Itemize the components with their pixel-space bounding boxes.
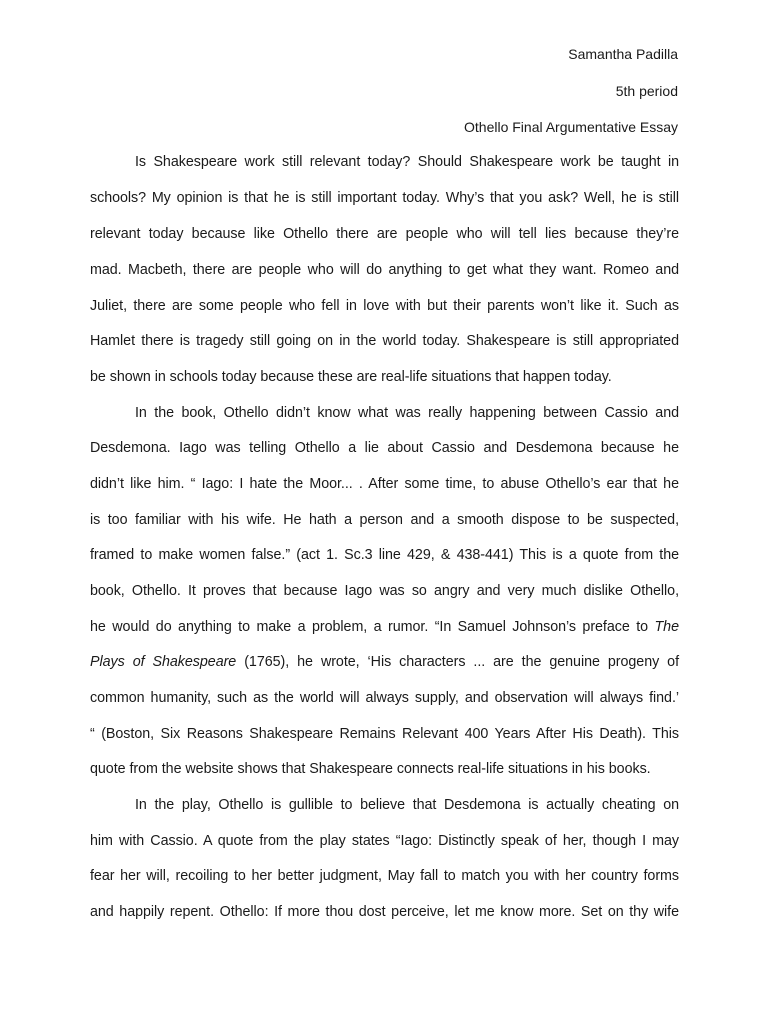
paragraph-line: Desdemona. Iago was telling Othello a lie about Cassio and Desdemona because he <box>90 440 679 456</box>
paragraph-line: be shown in schools today because these are real-life situations that happen today. <box>90 369 612 385</box>
paragraph-line: Juliet, there are some people who fell in love with but their parents won’t like it. Such as <box>90 298 679 314</box>
paragraph-line: In the book, Othello didn’t know what was really happening between Cassio and <box>135 405 679 421</box>
italic-book-title: Plays of Shakespeare <box>90 654 237 670</box>
paragraph-line: In the play, Othello is gullible to believe that Desdemona is actually cheating on <box>135 797 679 813</box>
paragraph-line <box>90 618 679 636</box>
paragraph-line: him with Cassio. A quote from the play states “Iago: Distinctly speak of her, though I may <box>90 833 679 849</box>
essay-title: Othello Final Argumentative Essay <box>464 119 678 135</box>
paragraph-line: is too familiar with his wife. He hath a person and a smooth dispose to be suspected, <box>90 512 679 528</box>
paragraph-line: fear her will, recoiling to her better judgment, May fall to match you with her country forms <box>90 868 679 884</box>
paragraph-line: framed to make women false.” (act 1. Sc.3 line 429, & 438-441) This is a quote from the <box>90 547 679 563</box>
paragraph-line: quote from the website shows that Shakespeare connects real-life situations in his books. <box>90 761 651 777</box>
paragraph-line: Is Shakespeare work still relevant today? Should Shakespeare work be taught in <box>135 154 679 170</box>
author-name: Samantha Padilla <box>568 46 678 62</box>
paragraph-line: “ (Boston, Six Reasons Shakespeare Remains Relevant 400 Years After His Death). This <box>90 726 679 742</box>
paragraph-line <box>90 653 679 671</box>
line-text: he would do anything to make a problem, a rumor. “In Samuel Johnson’s preface to <box>90 619 649 635</box>
paragraph-line: common humanity, such as the world will always supply, and observation will always find.’ <box>90 690 679 706</box>
paragraph-line: schools? My opinion is that he is still important today. Why’s that you ask? Well, he is still <box>90 190 679 206</box>
class-period: 5th period <box>615 83 678 99</box>
italic-book-title: The <box>654 619 679 635</box>
paragraph-line: Hamlet there is tragedy still going on in the world today. Shakespeare is still appropriated <box>90 333 679 349</box>
paragraph-line: and happily repent. Othello: If more thou dost perceive, let me know more. Set on thy wife <box>90 904 679 920</box>
paragraph-line: book, Othello. It proves that because Iago was so angry and very much dislike Othello, <box>90 583 679 599</box>
paragraph-line: relevant today because like Othello there are people who will tell lies because they’re <box>90 226 679 242</box>
paragraph-line: mad. Macbeth, there are people who will do anything to get what they want. Romeo and <box>90 262 679 278</box>
paragraph-line: didn’t like him. “ Iago: I hate the Moor... . After some time, to abuse Othello’s ear that he <box>90 476 679 492</box>
line-text: (1765), he wrote, ‘His characters ... are the genuine progeny of <box>244 654 679 670</box>
